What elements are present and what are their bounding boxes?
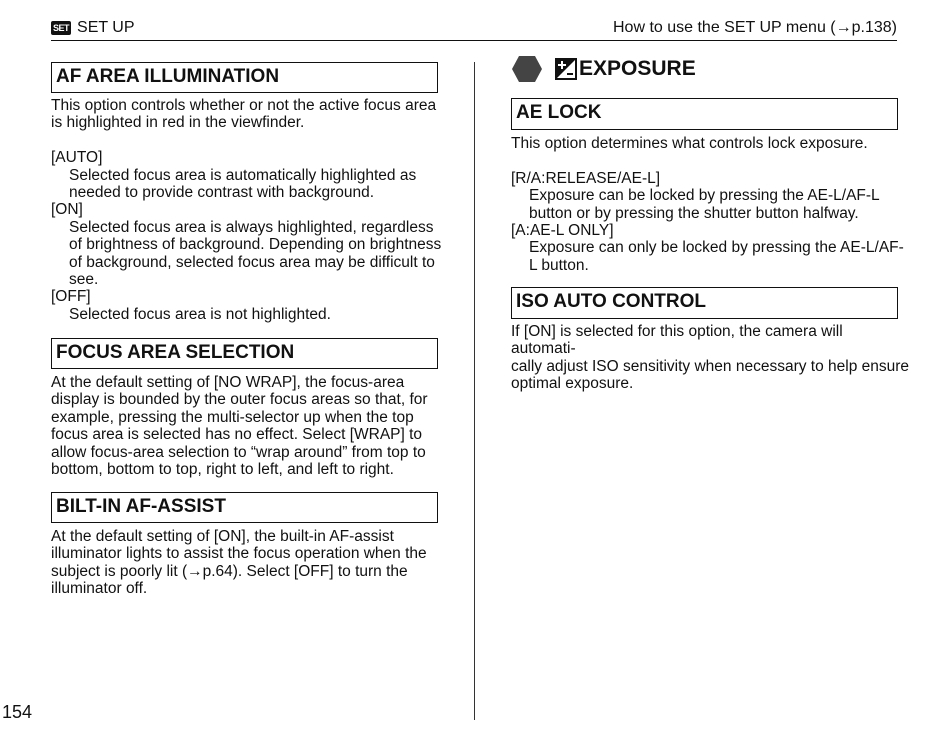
- header-left: [51, 18, 135, 38]
- focus-area-selection-body: [51, 374, 451, 478]
- body-line: illuminator off.: [51, 580, 148, 598]
- column-divider: [474, 62, 475, 720]
- af-assist-heading: BILT-IN AF-ASSIST: [51, 492, 438, 523]
- focus-area-selection-heading: FOCUS AREA SELECTION: [51, 338, 438, 369]
- option-description: Exposure can be locked by pressing the AE-L/AF-L: [529, 187, 880, 205]
- hexagon-icon: [511, 55, 543, 83]
- body-line: example, pressing the multi-selector up when the top: [51, 408, 414, 426]
- body-line: cally adjust ISO sensitivity when necessary to help ensure: [511, 357, 910, 375]
- iso-auto-control-heading: ISO AUTO CONTROL: [511, 287, 898, 319]
- option-label: [A:AE-L ONLY]: [511, 222, 614, 240]
- body-line: subject is poorly lit (→p.64). Select [OFF] to turn the: [51, 562, 408, 580]
- option-label: [AUTO]: [51, 149, 103, 167]
- option-description: see.: [69, 271, 99, 289]
- af-area-illumination-body: [51, 97, 451, 323]
- body-line: If [ON] is selected for this option, the camera will automati-: [511, 323, 843, 358]
- option-description: Selected focus area is not highlighted.: [69, 305, 331, 323]
- header-reference: How to use the SET UP menu (→p.138): [613, 19, 897, 36]
- option-description: of brightness of background. Depending on brightness: [69, 236, 442, 254]
- option-description: L button.: [529, 256, 589, 274]
- option-description: Selected focus area is automatically highlighted as: [69, 166, 417, 184]
- body-line: illuminator lights to assist the focus operation when the: [51, 545, 427, 563]
- body-line: allow focus-area selection to “wrap around” from top to: [51, 443, 426, 461]
- setup-menu-icon: SET: [53, 23, 70, 33]
- body-line: display is bounded by the outer focus areas so that, for: [51, 391, 428, 409]
- exposure-title: EXPOSURE: [579, 57, 696, 80]
- body-line: At the default setting of [NO WRAP], the focus-area: [51, 374, 405, 391]
- option-description: of background, selected focus area may be difficult to: [69, 253, 435, 271]
- option-label: [R/A:RELEASE/AE-L]: [511, 169, 661, 187]
- iso-auto-control-body: [511, 323, 911, 393]
- option-label: [OFF]: [51, 288, 91, 306]
- body-line: This option determines what controls lock exposure.: [511, 135, 868, 152]
- option-description: Selected focus area is always highlighted, regardless: [69, 218, 434, 236]
- body-line: bottom, bottom to top, right to left, and left to right.: [51, 461, 394, 479]
- af-assist-body: [51, 528, 451, 598]
- ae-lock-heading: AE LOCK: [511, 98, 898, 130]
- option-description: button or by pressing the shutter button halfway.: [529, 204, 859, 222]
- page-header: [51, 18, 897, 41]
- af-area-illumination-heading: AF AREA ILLUMINATION: [51, 62, 438, 93]
- page-number: 154: [2, 702, 33, 722]
- option-description: needed to provide contrast with background.: [69, 184, 375, 202]
- header-section-label: SET UP: [77, 19, 135, 36]
- exposure-compensation-icon: [555, 58, 577, 80]
- body-line: optimal exposure.: [511, 375, 634, 393]
- option-description: Exposure can only be locked by pressing the AE-L/AF-: [529, 239, 904, 257]
- option-label: [ON]: [51, 201, 83, 219]
- body-line: At the default setting of [ON], the built-in AF-assist: [51, 528, 394, 545]
- exposure-heading: [511, 52, 696, 86]
- body-line: focus area is selected has no effect. Select [WRAP] to: [51, 426, 423, 444]
- body-line: is highlighted in red in the viewfinder.: [51, 114, 305, 132]
- ae-lock-body: [511, 135, 911, 274]
- body-line: This option controls whether or not the active focus area: [51, 97, 437, 114]
